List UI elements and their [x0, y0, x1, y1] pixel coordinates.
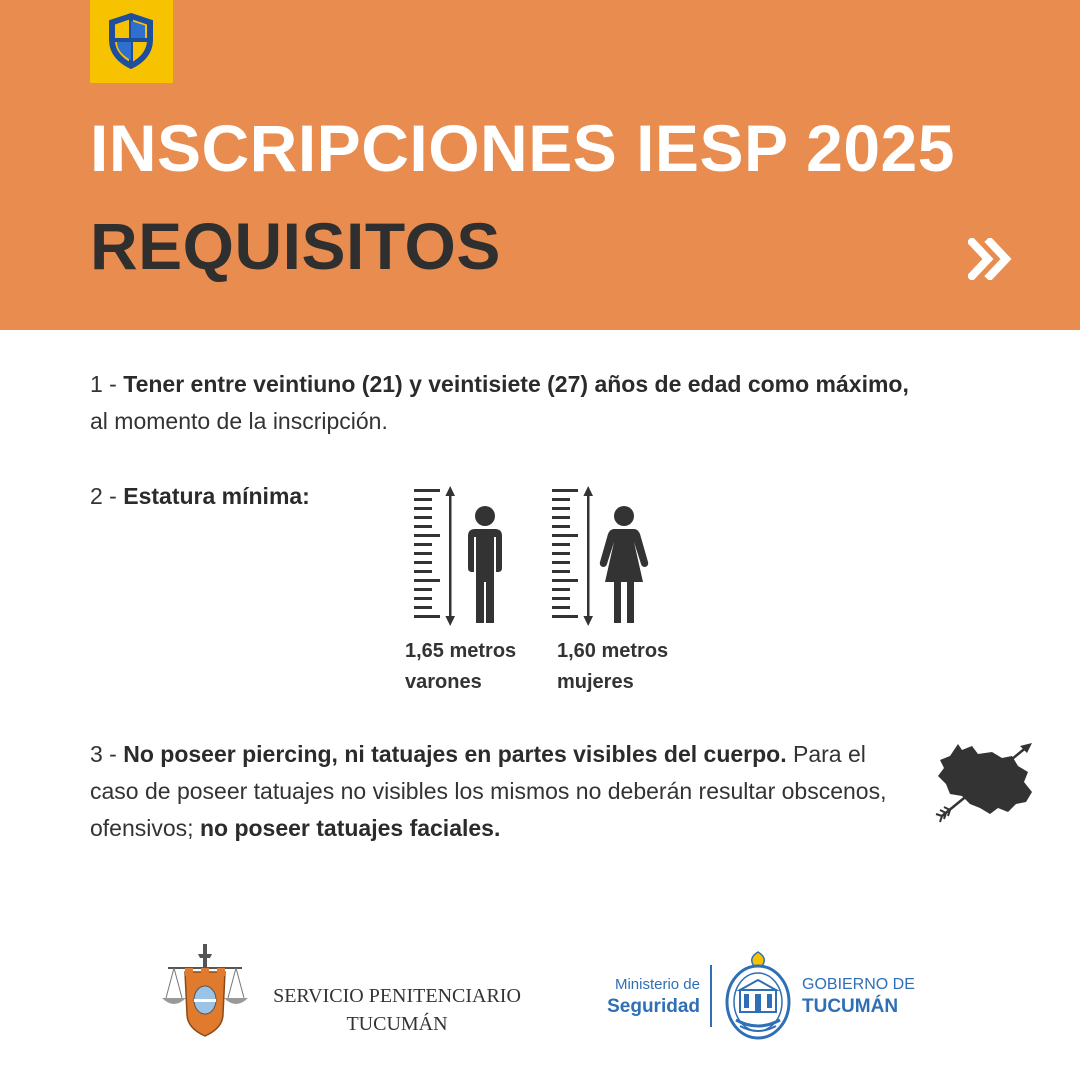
requirement-1: [90, 366, 920, 440]
requirement-number: 3 -: [90, 741, 117, 767]
shield-icon: [107, 12, 155, 70]
logo-text-line: SERVICIO PENITENCIARIO: [273, 985, 521, 1007]
requirement-number: 2 -: [90, 483, 117, 509]
requirement-bold-text: Tener entre veintiuno (21) y veintisiete (27) años de edad como máximo,: [123, 371, 909, 397]
height-group: mujeres: [557, 671, 634, 693]
logo-text-line: TUCUMÁN: [802, 996, 899, 1017]
page-subtitle: REQUISITOS: [90, 209, 501, 283]
requirement-2: [90, 478, 310, 515]
servicio-penitenciario-logo-text: [262, 982, 532, 1038]
female-figure-icon: [548, 486, 658, 626]
gobierno-logo-text: [802, 974, 915, 1018]
tattoo-icon: [932, 740, 1036, 824]
height-label-women: [557, 636, 668, 698]
height-value: 1,65 metros: [405, 640, 517, 662]
ministerio-logo-text: [590, 974, 700, 1018]
servicio-penitenciario-emblem: [160, 944, 250, 1040]
logo-text-line: GOBIERNO DE: [802, 976, 915, 993]
requirement-bold-end: no poseer tatuajes faciales.: [199, 815, 501, 841]
header-banner: [0, 0, 1080, 330]
requirement-bold-text: Estatura mínima:: [123, 483, 310, 509]
shield-logo: [90, 0, 173, 83]
logo-text-line: Ministerio de: [614, 976, 700, 993]
requirement-3: [90, 736, 920, 847]
page-title: INSCRIPCIONES IESP 2025: [90, 111, 955, 185]
logo-text-line: TUCUMÁN: [346, 1013, 448, 1035]
height-group: varones: [405, 671, 482, 693]
height-value: 1,60 metros: [557, 640, 669, 662]
logo-divider: [710, 965, 712, 1027]
requirement-text: Para el caso de poseer tatuajes no visibles los mismos no deberán resultar obscenos, ofensivos;: [90, 741, 887, 841]
male-figure-icon: [408, 486, 518, 626]
requirement-number: 1 -: [90, 371, 117, 397]
logo-text-line: Seguridad: [607, 996, 700, 1017]
requirement-text: al momento de la inscripción.: [90, 408, 388, 434]
requirement-bold-text: No poseer piercing, ni tatuajes en partes visibles del cuerpo.: [123, 741, 787, 767]
height-label-men: [405, 636, 516, 698]
gobierno-tucuman-seal: [722, 950, 794, 1042]
double-chevron-right-icon[interactable]: [968, 238, 1014, 280]
